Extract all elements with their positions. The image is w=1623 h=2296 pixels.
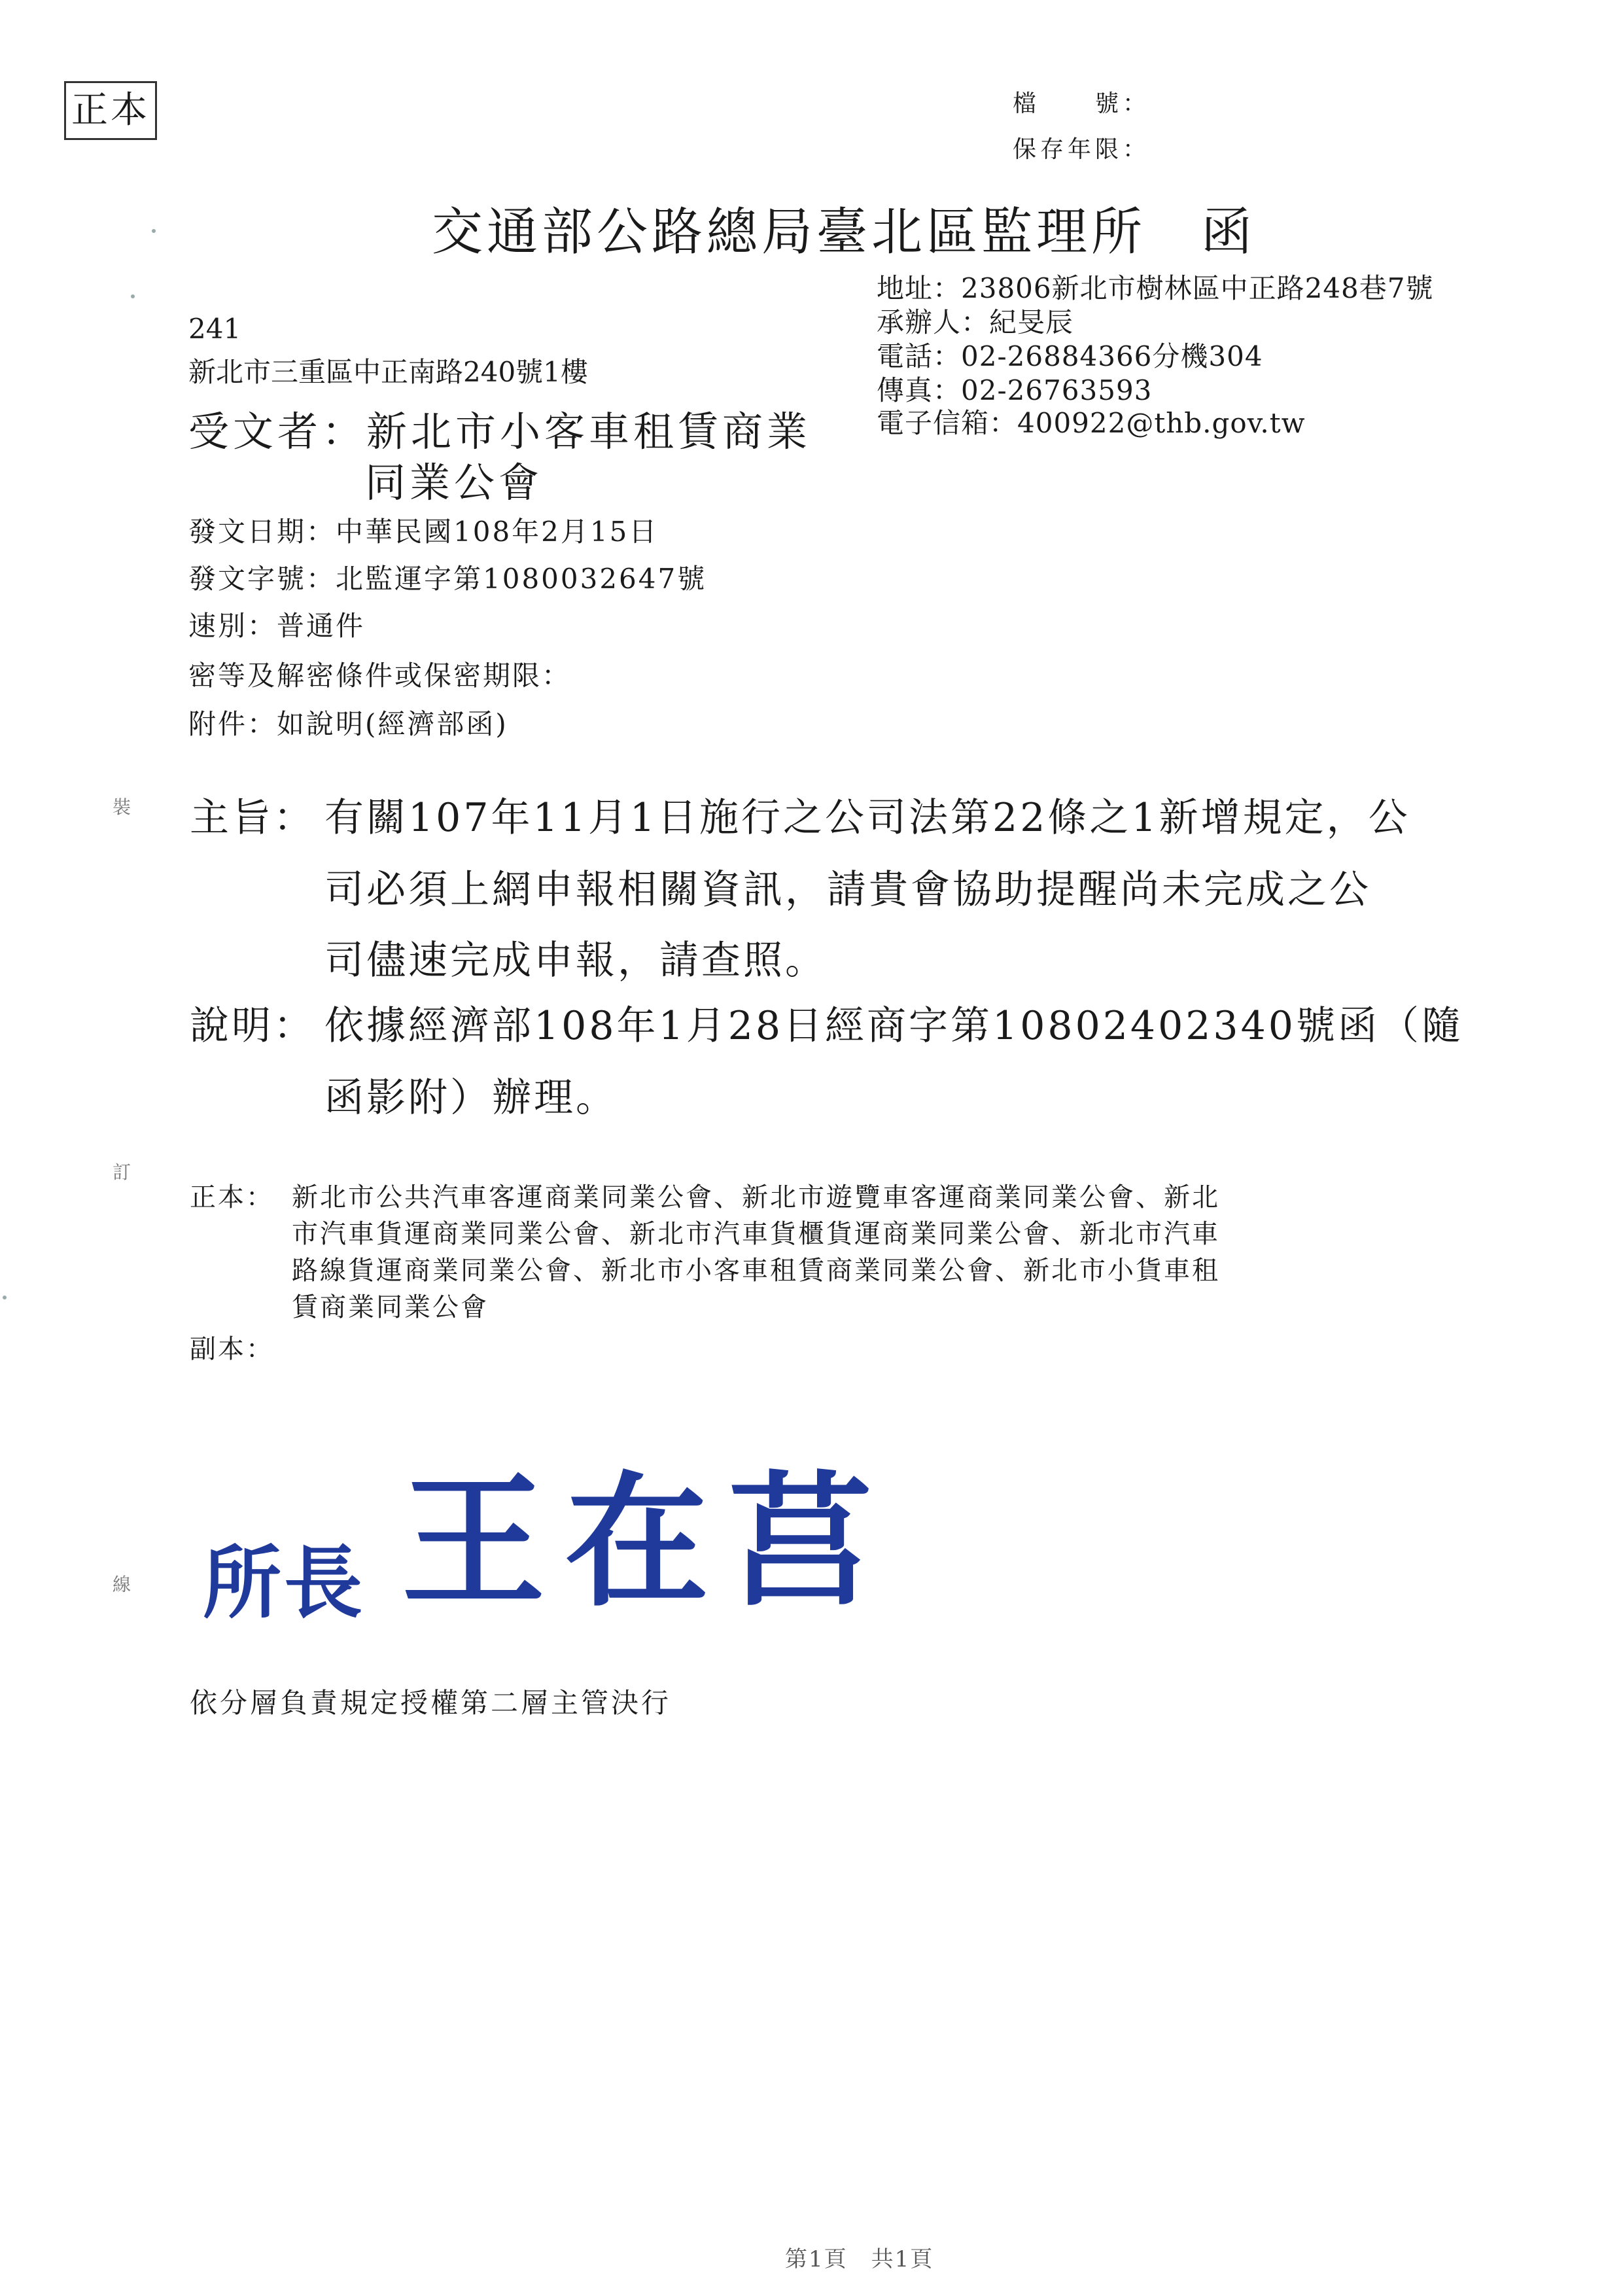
director-signature: [203, 1426, 892, 1633]
document-number: 發文字號：北監運字第1080032647號: [188, 563, 707, 595]
explanation-label: 說明：: [190, 1003, 315, 1049]
sender-phone: 電話：02-26884366分機304: [877, 340, 1263, 372]
signature-name: 王在莒: [401, 1457, 892, 1626]
signature-title: 所長: [203, 1537, 365, 1629]
binding-mark-ding: 訂: [113, 1161, 131, 1183]
original-recipients-line: 市汽車貨運商業同業公會、新北市汽車貨櫃貨運商業同業公會、新北市汽車: [292, 1219, 1220, 1249]
sender-email: 電子信箱：400922@thb.gov.tw: [877, 407, 1306, 439]
attachment-info: 附件：如說明(經濟部函): [188, 708, 508, 740]
explanation-line: 依據經濟部108年1月28日經商字第10802402340號函（隨: [324, 1003, 1463, 1049]
binding-mark-xian: 線: [113, 1574, 131, 1595]
copy-recipients-label: 副本：: [190, 1334, 274, 1364]
recipient-postal-code: 241: [188, 313, 241, 345]
page-number: 第1頁 共1頁: [785, 2246, 934, 2272]
original-recipients-line: 新北市公共汽車客運商業同業公會、新北市遊覽車客運商業同業公會、新北: [292, 1182, 1220, 1212]
officer-in-charge: 承辦人：紀旻辰: [877, 306, 1074, 338]
recipient-line-1: 受文者：新北市小客車租賃商業: [188, 408, 812, 455]
sender-address: 地址：23806新北市樹林區中正路248巷7號: [877, 272, 1434, 304]
original-recipients-line: 路線貨運商業同業公會、新北市小客車租賃商業同業公會、新北市小貨車租: [292, 1256, 1220, 1286]
recipient-line-2: 同業公會: [365, 459, 544, 506]
scan-speck: [3, 1296, 7, 1299]
subject-line: 有關107年11月1日施行之公司法第22條之1新增規定，公: [324, 795, 1410, 841]
file-number-label: 檔 號：: [1013, 90, 1151, 117]
document-title: 交通部公路總局臺北區監理所 函: [432, 203, 1257, 262]
original-recipients-label: 正本：: [190, 1182, 274, 1212]
subject-label: 主旨：: [190, 795, 315, 841]
recipient-address: 新北市三重區中正南路240號1樓: [188, 356, 588, 388]
original-copy-stamp: 正本: [64, 81, 157, 140]
delivery-speed: 速別：普通件: [188, 610, 366, 642]
issue-date: 發文日期：中華民國108年2月15日: [188, 516, 659, 548]
subject-line: 司必須上網申報相關資訊，請貴會協助提醒尚未完成之公: [324, 867, 1371, 913]
subject-line: 司儘速完成申報，請查照。: [324, 938, 827, 983]
explanation-line: 函影附）辦理。: [324, 1075, 618, 1121]
original-recipients-line: 賃商業同業公會: [292, 1292, 489, 1322]
binding-mark-zhuang: 裝: [113, 796, 131, 818]
scan-speck: [152, 229, 156, 233]
sender-fax: 傳真：02-26763593: [877, 374, 1153, 406]
secrecy-level: 密等及解密條件或保密期限：: [188, 660, 572, 692]
retention-period-label: 保存年限：: [1013, 136, 1151, 163]
authorization-note: 依分層負責規定授權第二層主管決行: [190, 1687, 672, 1719]
scan-speck: [131, 294, 135, 298]
